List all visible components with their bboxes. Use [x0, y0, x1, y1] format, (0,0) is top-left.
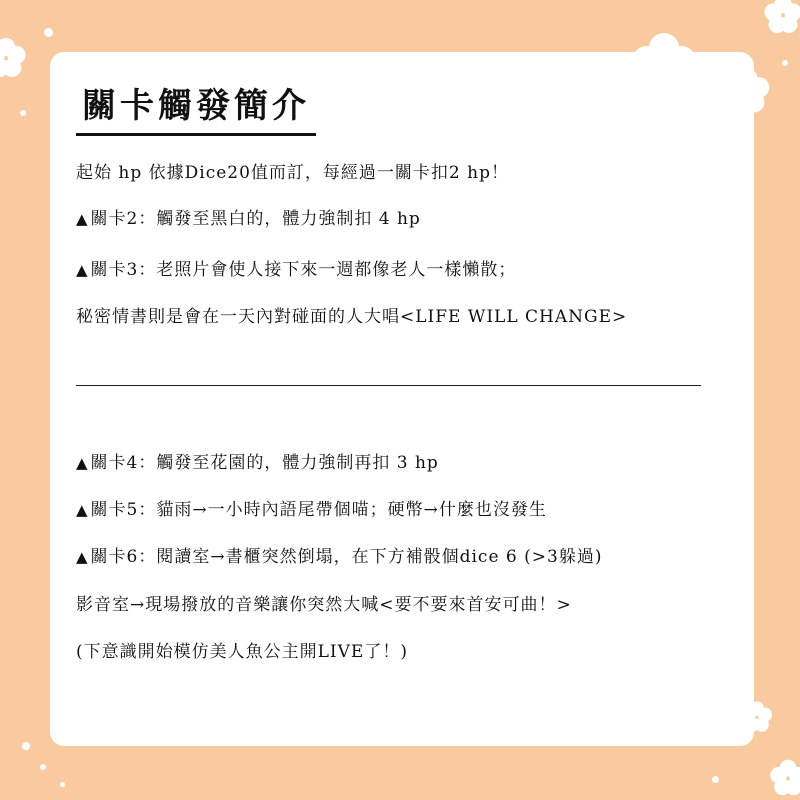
decor-dot	[44, 28, 53, 37]
level-6-line	[76, 542, 602, 567]
level-3-continued-line	[76, 302, 627, 327]
triangle-bullet-icon: ▲	[76, 210, 89, 228]
level-2-line	[76, 204, 421, 229]
intro-text: 起始 hp 依據Dice20值而訂，每經過一關卡扣2 hp！	[76, 163, 509, 183]
decor-dot	[40, 764, 46, 770]
decor-dot	[20, 110, 26, 116]
level-4-line	[76, 448, 439, 473]
level-2-text: 關卡2：觸發至黑白的，體力強制扣 4 hp	[90, 209, 421, 229]
level-6-text: 關卡6：閱讀室→書櫃突然倒塌，在下方補骰個dice 6 (>3躲過)	[90, 547, 603, 567]
flower-icon	[762, 0, 800, 36]
level-6-note-text: (下意識開始模仿美人魚公主開LIVE了！)	[76, 642, 408, 662]
level-3-continued-text: 秘密情書則是會在一天內對碰面的人大唱<LIFE WILL CHANGE>	[76, 307, 628, 327]
intro-line	[76, 158, 509, 183]
flower-icon	[768, 758, 800, 798]
page-title: 關卡觸發簡介	[82, 86, 310, 126]
triangle-bullet-icon: ▲	[76, 261, 89, 279]
title-block	[76, 78, 318, 136]
triangle-bullet-icon: ▲	[76, 501, 89, 519]
level-6-continued-line	[76, 590, 572, 615]
level-6-note-line	[76, 637, 408, 662]
content-card	[50, 52, 754, 746]
triangle-bullet-icon: ▲	[76, 548, 89, 566]
triangle-bullet-icon: ▲	[76, 454, 89, 472]
title-underline	[76, 133, 316, 136]
level-4-text: 關卡4：觸發至花園的，體力強制再扣 3 hp	[90, 453, 439, 473]
level-6-continued-text: 影音室→現場撥放的音樂讓你突然大喊<要不要來首安可曲！>	[76, 595, 572, 615]
level-5-text: 關卡5：貓雨→一小時內語尾帶個喵；硬幣→什麼也沒發生	[90, 500, 547, 520]
decor-dot	[712, 776, 719, 783]
decor-dot	[782, 60, 788, 66]
flower-icon	[0, 36, 28, 80]
level-3-line	[76, 255, 516, 280]
section-divider	[76, 385, 701, 386]
decor-dot	[60, 782, 65, 787]
level-5-line	[76, 495, 547, 520]
level-3-text: 關卡3：老照片會使人接下來一週都像老人一樣懶散；	[90, 260, 517, 280]
decor-dot	[22, 742, 30, 750]
